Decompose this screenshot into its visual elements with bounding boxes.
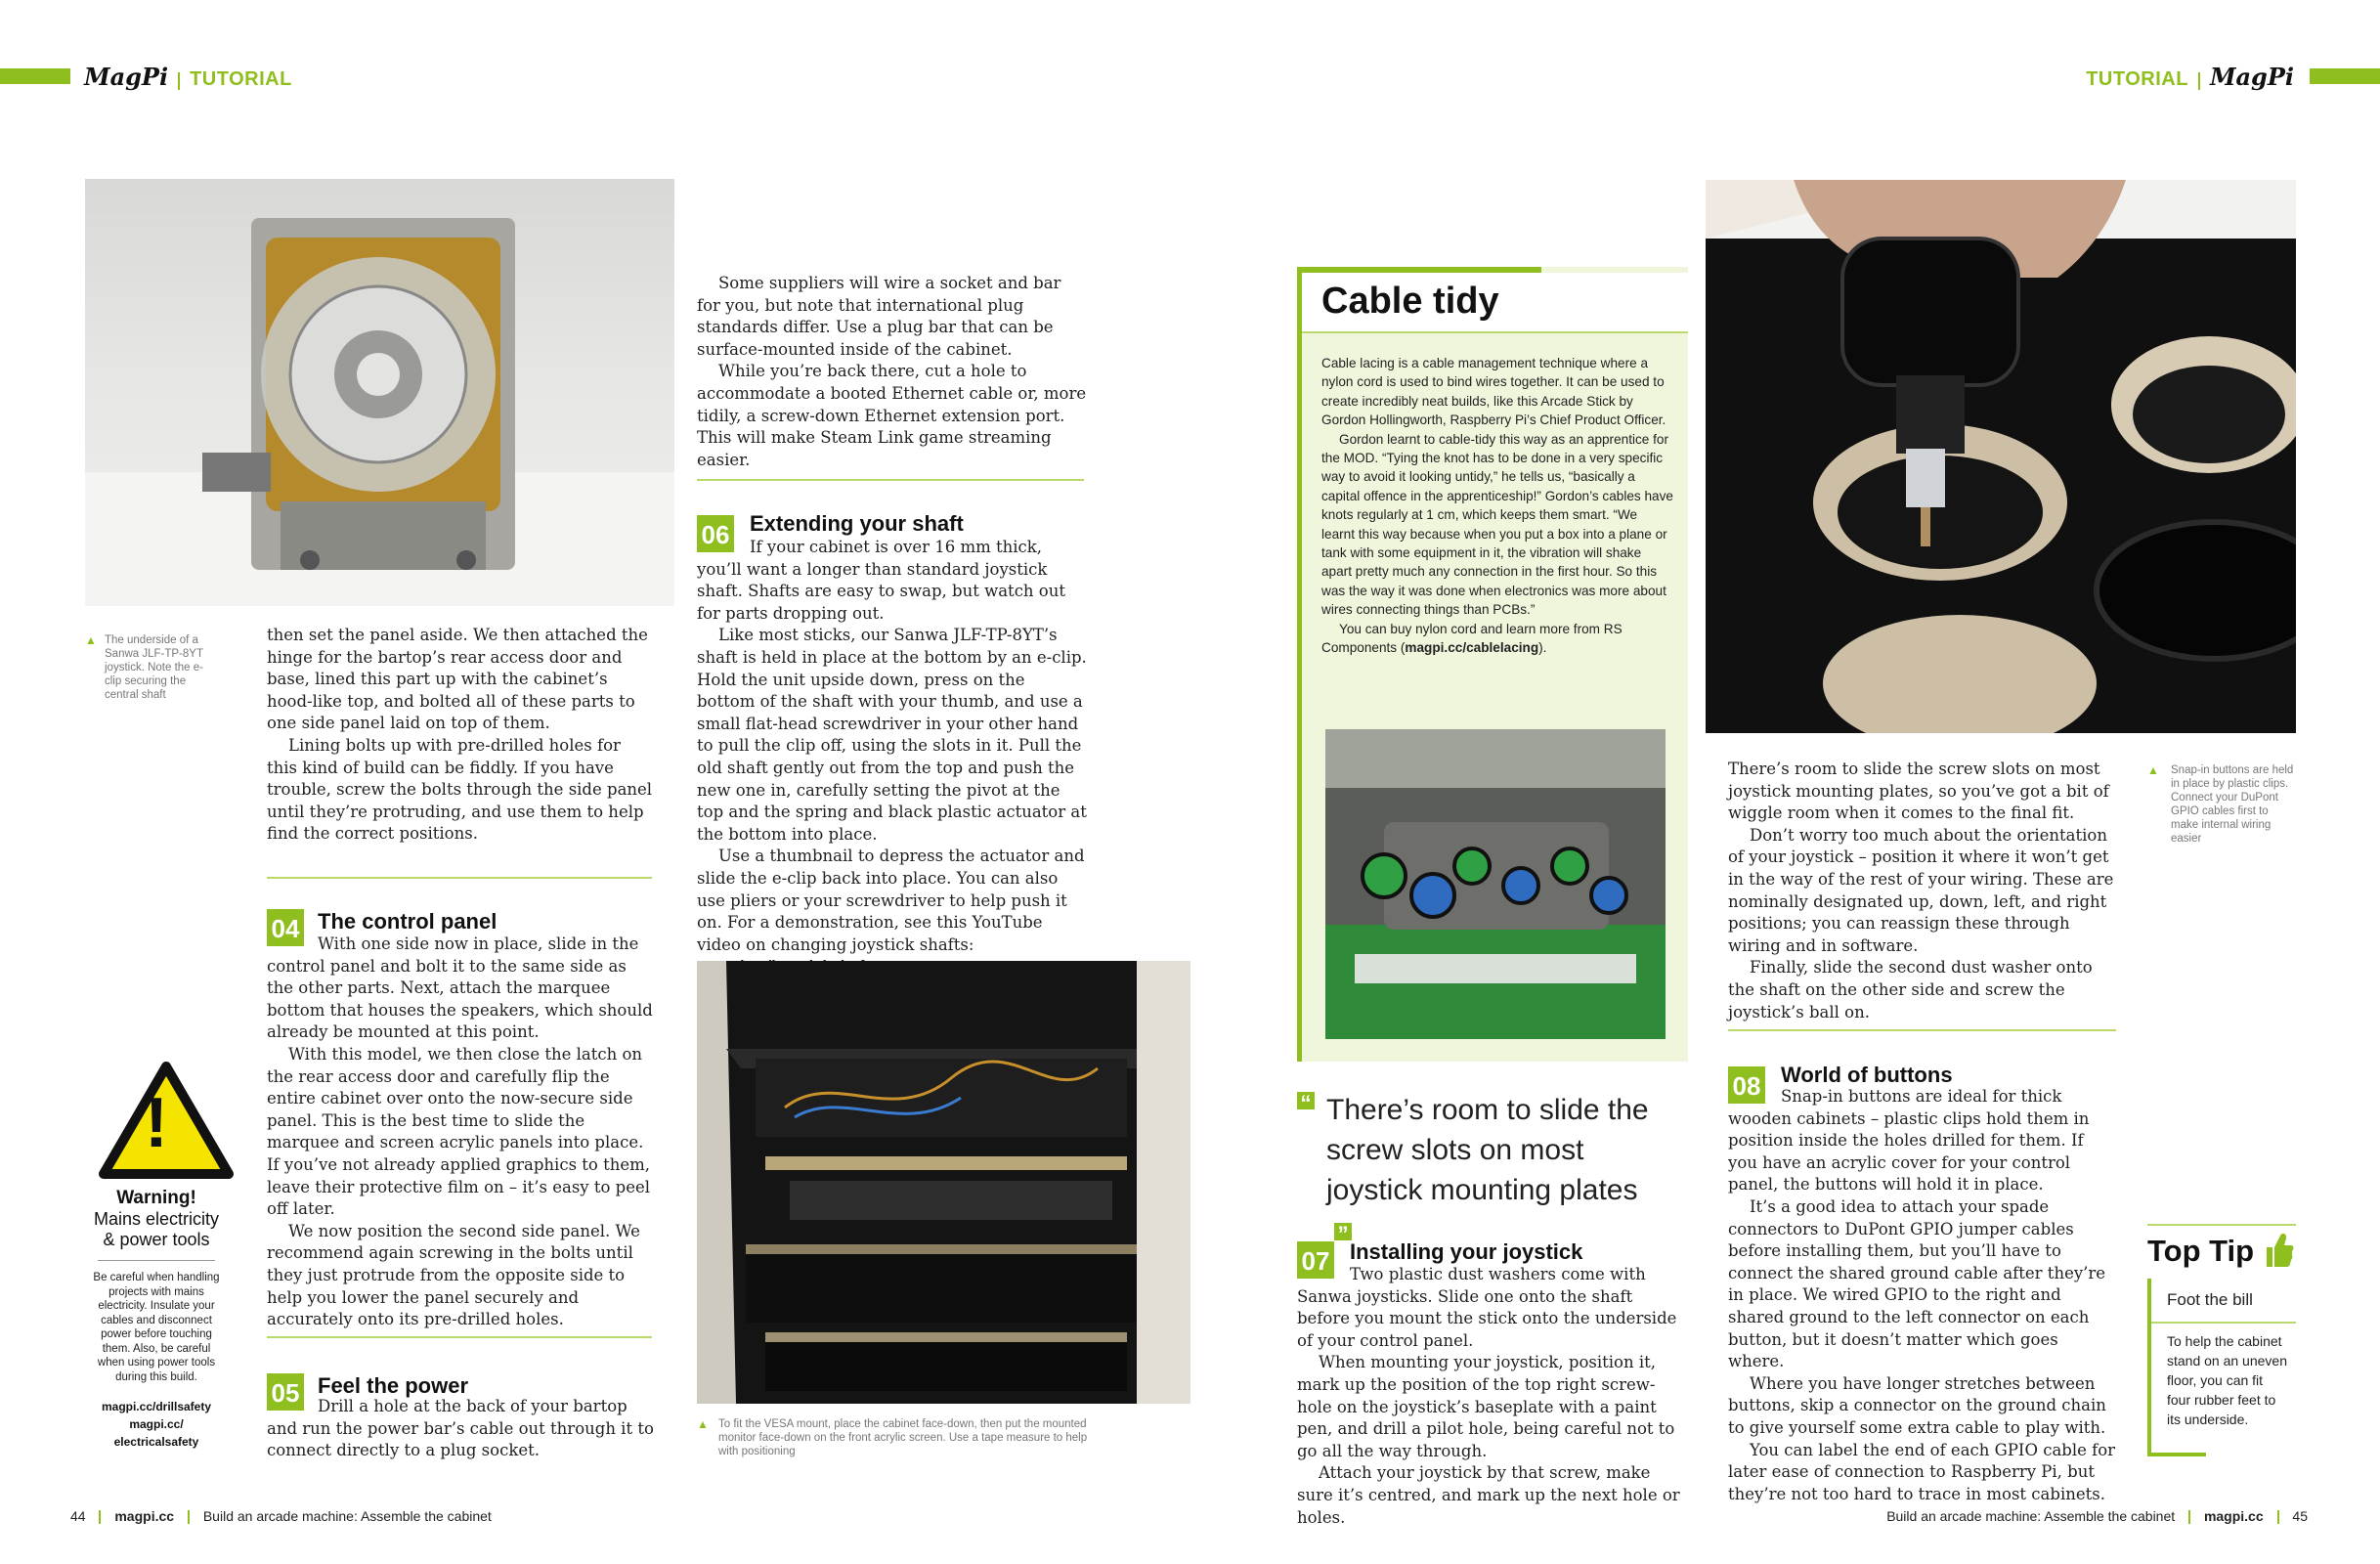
step-06-paragraph: Like most sticks, our Sanwa JLF-TP-8YT’s shaft is held in place at the bottom by an e-clip. Hold the unit upside down, press on the bottom of the shaft with your thumb, and use a small flat-head screwdriver in your other hand to pull the clip off, using the slots in it. Pull the old shaft gently out from the top and push the new one in, carefully setting the pivot at the top and the spring and black plastic actuator at the bottom into place. bbox=[697, 626, 1087, 844]
footer-right bbox=[1886, 1508, 2308, 1524]
step-04-body bbox=[267, 934, 654, 1331]
section-rule bbox=[267, 877, 652, 879]
cable-tidy-paragraph bbox=[1321, 620, 1673, 658]
top-tip-text: To help the cabinet stand on an uneven floor, you can fit four rubber feet to its underside. bbox=[2167, 1333, 2287, 1427]
col4-paragraph: Don’t worry too much about the orientation of your joystick – position it where it won’t get in the way of the rest of your wiring. These are nominally designated up, down, left, and right positions; you can reassign these through wiring and in software. bbox=[1728, 825, 2114, 955]
header-bar-right bbox=[2310, 68, 2380, 84]
step-07-paragraph: When mounting your joystick, position it, mark up the position of the top right screw-hole on the joystick’s baseplate with a paint pen, and drill a pilot hole, being careful not to go all the way through. bbox=[1297, 1353, 1675, 1460]
warning-link[interactable]: magpi.cc/ bbox=[129, 1417, 184, 1431]
quote-text: There’s room to slide the screw slots on most joystick mounting plates bbox=[1326, 1094, 1649, 1206]
step-08-paragraph: Where you have longer stretches between buttons, skip a connector on the ground chain to give yourself some extra cable to play with. bbox=[1728, 1373, 2106, 1437]
joystick-caption bbox=[85, 633, 212, 702]
col2-paragraph: While you’re back there, cut a hole to accommodate a booted Ethernet cable or, more tidily, a screw-down Ethernet extension port. This will make Steam Link game streaming easier. bbox=[697, 362, 1087, 469]
top-tip-subtitle: Foot the bill bbox=[2167, 1290, 2253, 1309]
step-04-number: 04 bbox=[267, 909, 304, 946]
caption-triangle-icon: ▲ bbox=[2147, 763, 2159, 777]
cable-tidy-title: Cable tidy bbox=[1321, 281, 1499, 322]
step-05-title: Feel the power bbox=[318, 1373, 469, 1398]
top-tip-box bbox=[2147, 1224, 2296, 1456]
column-4 bbox=[1728, 759, 2116, 1023]
caption-triangle-icon: ▲ bbox=[85, 633, 97, 647]
col4-paragraph: There’s room to slide the screw slots on most joystick mounting plates, so you’ve got a bit of wiggle room when it comes to the final fit. bbox=[1728, 760, 2109, 823]
cable-tidy-text: You can buy nylon cord and learn more from RS Components ( bbox=[1321, 621, 1623, 656]
header-bar-left bbox=[0, 68, 70, 84]
footer-site-link-left[interactable]: magpi.cc bbox=[114, 1508, 175, 1524]
section-rule bbox=[697, 479, 1084, 481]
col1-paragraph: Lining bolts up with pre-drilled holes for this kind of build can be fiddly. If you have trouble, screw the bolts through the side panel until they’re protruding, and use them to help find the correct positions. bbox=[267, 735, 653, 844]
step-07-number: 07 bbox=[1297, 1241, 1334, 1279]
page-number-left: 44 bbox=[70, 1508, 86, 1524]
step-05-number: 05 bbox=[267, 1373, 304, 1411]
warning-title: Warning! bbox=[116, 1188, 196, 1208]
pull-quote-text bbox=[1297, 1090, 1659, 1250]
col1-paragraph: then set the panel aside. We then attached the hinge for the bartop’s rear access door and base, lined this part up with the cabinet’s hood-like top, and bolted all of these parts to one side panel laid on top of them. bbox=[267, 626, 648, 733]
top-tip-title: Top Tip bbox=[2147, 1234, 2255, 1268]
cable-tidy-box bbox=[1297, 267, 1688, 1062]
step-04-title: The control panel bbox=[318, 909, 498, 934]
step-06-title: Extending your shaft bbox=[750, 511, 964, 536]
step-08-paragraph: You can label the end of each GPIO cable for later ease of connection to Raspberry Pi, but they’re not too hard to trace in most cabinets. bbox=[1728, 1440, 2116, 1503]
magpi-logo-right: MagPi bbox=[2209, 63, 2294, 91]
vesa-caption bbox=[697, 1417, 1088, 1458]
step-07-paragraph: Two plastic dust washers come with Sanwa joysticks. Slide one onto the shaft before you mount the stick onto the underside of your control panel. bbox=[1297, 1265, 1677, 1350]
cable-lacing-photo bbox=[1325, 729, 1666, 1039]
footer-separator bbox=[188, 1510, 190, 1524]
footer-site-link-right[interactable]: magpi.cc bbox=[2203, 1508, 2264, 1524]
step-08-paragraph: Snap-in buttons are ideal for thick wooden cabinets – plastic clips hold them in position inside the holes drilled for them. If you have an acrylic cover for your control panel, the buttons will hold it in place. bbox=[1728, 1087, 2090, 1195]
step-08-title: World of buttons bbox=[1781, 1063, 1953, 1087]
cable-lacing-link[interactable]: magpi.cc/cablelacing bbox=[1405, 640, 1539, 656]
cable-tidy-end: ). bbox=[1538, 640, 1547, 656]
warning-link[interactable]: magpi.cc/drillsafety bbox=[101, 1400, 212, 1413]
footer-separator bbox=[2188, 1510, 2190, 1524]
thumbs-up-icon bbox=[2263, 1232, 2294, 1269]
step-06-body bbox=[697, 537, 1088, 978]
footer-separator bbox=[99, 1510, 101, 1524]
warning-subtitle: & power tools bbox=[103, 1230, 210, 1249]
section-rule bbox=[1728, 1029, 2116, 1031]
top-tip-bottom-accent bbox=[2147, 1453, 2206, 1456]
col2-paragraph: Some suppliers will wire a socket and bar for you, but note that international plug standards differ. Use a plug bar that can be surface-mounted inside of the cabinet. bbox=[697, 274, 1061, 359]
warning-subtitle: Mains electricity bbox=[93, 1209, 220, 1229]
header-separator bbox=[2198, 72, 2200, 90]
section-label-right: TUTORIAL bbox=[2086, 68, 2188, 90]
top-tip-divider bbox=[2151, 1322, 2296, 1324]
cable-tidy-paragraph: Cable lacing is a cable management technique where a nylon cord is used to bind wires together. It can be used to create incredibly neat builds, like this Arcade Stick by Gordon Hollingworth, Raspberry Pi’s Chief Product Officer. bbox=[1321, 356, 1666, 428]
cable-tidy-paragraph: Gordon learnt to cable-tidy this way as an apprentice for the MOD. “Tying the knot has to be done in a very specific way to avoid it looking untidy,” he tells us, “basically a capital offence in the apprenticeship!” Gordon’s cables have knots regularly at 1 cm, which keeps them smart. “We learnt this way because when you put a box into a plane or tank with some equipment in it, the vibration will shake apart pretty much any connection in the first hour. So this was the way it was done when electronics was more about wires connecting things than PCBs.” bbox=[1321, 431, 1673, 618]
quote-open-icon: “ bbox=[1297, 1092, 1315, 1109]
step-04-paragraph bbox=[267, 934, 654, 1044]
quote-close-icon: ” bbox=[1334, 1223, 1352, 1240]
magpi-logo-left: MagPi bbox=[84, 63, 169, 91]
header-right bbox=[2086, 63, 2294, 91]
buttons-caption bbox=[2147, 763, 2304, 846]
footer-title-left: Build an arcade machine: Assemble the cabinet bbox=[202, 1508, 492, 1524]
step-04-paragraph: With this model, we then close the latch on the rear access door and carefully flip the entire cabinet over onto the now-secure side panel. This is the best time to slide the marquee and screen acrylic panels into place. If you’ve not already applied graphics to them, leave their protective film on – it’s easy to peel off later. bbox=[267, 1044, 651, 1219]
step-07-body bbox=[1297, 1264, 1683, 1529]
section-rule bbox=[267, 1336, 652, 1338]
footer-separator bbox=[2277, 1510, 2279, 1524]
snap-in-button-photo bbox=[1706, 180, 2296, 733]
warning-box bbox=[88, 1061, 244, 1451]
section-label-left: TUTORIAL bbox=[190, 68, 292, 90]
buttons-caption-text: Snap-in buttons are held in place by plastic clips. Connect your DuPont GPIO cables first to make internal wiring easier bbox=[2171, 764, 2294, 845]
vesa-caption-text: To fit the VESA mount, place the cabinet face-down, then put the mounted monitor face-down on the front acrylic screen. Use a tape measure to help with positioning bbox=[718, 1418, 1088, 1457]
header-separator bbox=[178, 72, 180, 90]
step-08-paragraph: It’s a good idea to attach your spade connectors to DuPont GPIO jumper cables before installing them, but you’ll have to connect the shared ground cable after they’re in place. We wired GPIO to the right and shared ground to the left connector on each button, but it doesn’t matter which goes where. bbox=[1728, 1196, 2106, 1371]
cabinet-interior-photo bbox=[697, 961, 1190, 1404]
top-tip-top-rule bbox=[2147, 1224, 2296, 1226]
footer-left bbox=[70, 1508, 492, 1524]
page-number-right: 45 bbox=[2292, 1508, 2308, 1524]
step-06-text: Use a thumbnail to depress the actuator and slide the e-clip back into place. You can also use pliers or your screwdriver to help push it on. For a demonstration, see this YouTube video on changing joystick shafts: bbox=[697, 847, 1085, 954]
column-2 bbox=[697, 273, 1088, 471]
step-05-paragraph: Drill a hole at the back of your bartop and run the power bar’s cable out through it to connect directly to a plug socket. bbox=[267, 1397, 654, 1460]
cable-tidy-body bbox=[1321, 354, 1673, 658]
step-07-title: Installing your joystick bbox=[1350, 1239, 1583, 1264]
joystick-underside-photo bbox=[85, 179, 674, 606]
step-06-paragraph: If your cabinet is over 16 mm thick, you’ll want a longer than standard joystick shaft. Shafts are easy to swap, but watch out for parts dropping out. bbox=[697, 538, 1065, 623]
pull-quote bbox=[1297, 1090, 1683, 1250]
step-08-number: 08 bbox=[1728, 1066, 1765, 1104]
warning-link[interactable]: electricalsafety bbox=[113, 1435, 199, 1449]
joystick-caption-text: The underside of a Sanwa JLF-TP-8YT joystick. Note the e-clip securing the central shaft bbox=[105, 634, 203, 701]
step-04-paragraph: We now position the second side panel. We recommend again screwing in the bolts until they just protrude from the opposite side to help you lower the panel securely and accurately onto its pre-drilled holes. bbox=[267, 1221, 640, 1329]
step-05-body bbox=[267, 1396, 654, 1462]
col4-paragraph: Finally, slide the second dust washer onto the shaft on the other side and screw the joystick’s ball on. bbox=[1728, 958, 2093, 1021]
step-04-text: With one side now in place, slide in the control panel and bolt it to the same side as the other parts. Next, attach the marquee bottom that houses the speakers, which should already be mounted at this point. bbox=[267, 934, 653, 1042]
warning-text: Be careful when handling projects with mains electricity. Insulate your cables and disconnect power before touching them. Also, be careful when using power tools during this build. bbox=[93, 1272, 220, 1383]
warning-symbol: ! bbox=[145, 1084, 168, 1162]
caption-triangle-icon: ▲ bbox=[697, 1417, 709, 1431]
column-1 bbox=[267, 625, 654, 846]
step-06-paragraph bbox=[697, 846, 1088, 978]
step-06-number: 06 bbox=[697, 515, 734, 552]
step-08-body bbox=[1728, 1086, 2116, 1505]
step-07-paragraph: Attach your joystick by that screw, make sure it’s centred, and mark up the next hole or holes. bbox=[1297, 1463, 1680, 1527]
header-left bbox=[84, 63, 292, 91]
warning-divider bbox=[98, 1260, 215, 1261]
footer-title-right: Build an arcade machine: Assemble the cabinet bbox=[1886, 1508, 2176, 1524]
